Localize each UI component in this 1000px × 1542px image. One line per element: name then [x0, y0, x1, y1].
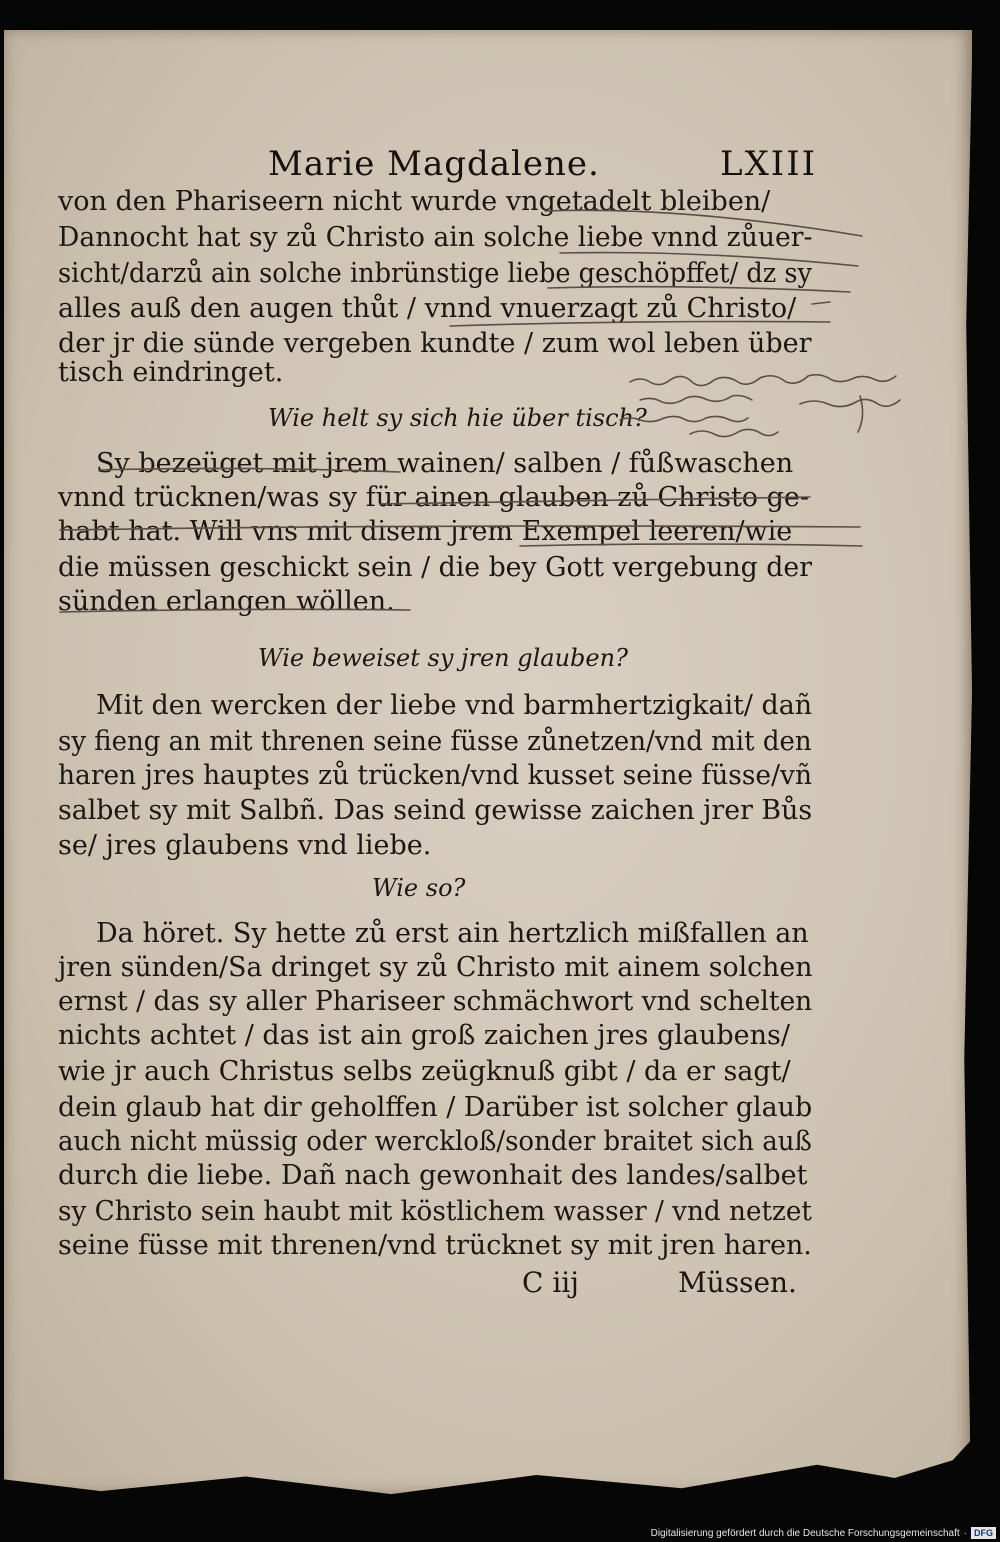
question-heading: Wie beweiset sy jren glauben? [258, 644, 628, 672]
text-line: habt hat. Will vns mit disem jrem Exempel leeren/wie [58, 516, 793, 547]
folio-number: LXIII [720, 144, 818, 184]
text-line: seine füsse mit threnen/vnd trücknet sy mit jren haren. [58, 1230, 812, 1261]
text-line: von den Phariseern nicht wurde vngetadelt bleiben/ [58, 186, 771, 217]
text-line: dein glaub hat dir geholffen / Darüber ist solcher glaub [58, 1092, 813, 1123]
text-line: alles auß den augen thůt / vnnd vnuerzagt zů Christo/ [58, 293, 797, 324]
text-line: der jr die sünde vergeben kundte / zum wol leben über [58, 328, 812, 359]
text-line: salbet sy mit Salbñ. Das seind gewisse zaichen jrer Bůs [58, 795, 813, 826]
question-heading: Wie so? [372, 874, 466, 902]
text-line: durch die liebe. Dañ nach gewonhait des landes/salbet [58, 1160, 808, 1191]
text-line: auch nicht müssig oder werckloß/sonder braitet sich auß [58, 1126, 812, 1157]
text-line: Mit den wercken der liebe vnd barmhertzigkait/ dañ [96, 690, 813, 721]
text-line: Dannocht hat sy zů Christo ain solche liebe vnnd zůuer- [58, 222, 813, 253]
text-line: vnnd trücknen/was sy für ainen glauben zů Christo ge- [58, 482, 810, 513]
text-line: jren sünden/Sa dringet sy zů Christo mit ainem solchen [58, 952, 813, 983]
text-line: nichts achtet / das ist ain groß zaichen jres glaubens/ [58, 1020, 791, 1051]
text-line: tisch eindringet. [58, 357, 284, 388]
catchword: Müssen. [678, 1266, 797, 1299]
text-line: Sy bezeüget mit jrem wainen/ salben / fůßwaschen [96, 448, 794, 479]
text-line: sicht/darzů ain solche inbrünstige liebe geschöpffet/ dz sy [58, 258, 812, 289]
text-line: sünden erlangen wöllen. [58, 586, 395, 617]
text-line: ernst / das sy aller Phariseer schmächwort vnd schelten [58, 986, 813, 1017]
dfg-logo-icon: DFG [971, 1527, 996, 1539]
credit-separator: · [963, 1527, 967, 1539]
running-head-title: Marie Magdalene. [268, 144, 600, 184]
text-line: die müssen geschickt sein / die bey Gott vergebung der [58, 552, 813, 583]
question-heading: Wie helt sy sich hie über tisch? [268, 404, 647, 432]
text-line: sy Christo sein haubt mit köstlichem wasser / vnd netzet [58, 1196, 812, 1227]
signature-mark: C iij [522, 1266, 579, 1299]
text-line: sy fieng an mit threnen seine füsse zůnetzen/vnd mit den [58, 726, 812, 757]
digitization-credit [600, 1524, 996, 1542]
text-line: Da höret. Sy hette zů erst ain hertzlich mißfallen an [96, 918, 809, 949]
text-line: wie jr auch Christus selbs zeügknuß gibt / da er sagt/ [58, 1056, 791, 1087]
text-line: se/ jres glaubens vnd liebe. [58, 830, 432, 861]
credit-text: Digitalisierung gefördert durch die Deutsche Forschungsgemeinschaft [650, 1527, 960, 1539]
text-line: haren jres hauptes zů trücken/vnd kusset seine füsse/vñ [58, 760, 812, 791]
